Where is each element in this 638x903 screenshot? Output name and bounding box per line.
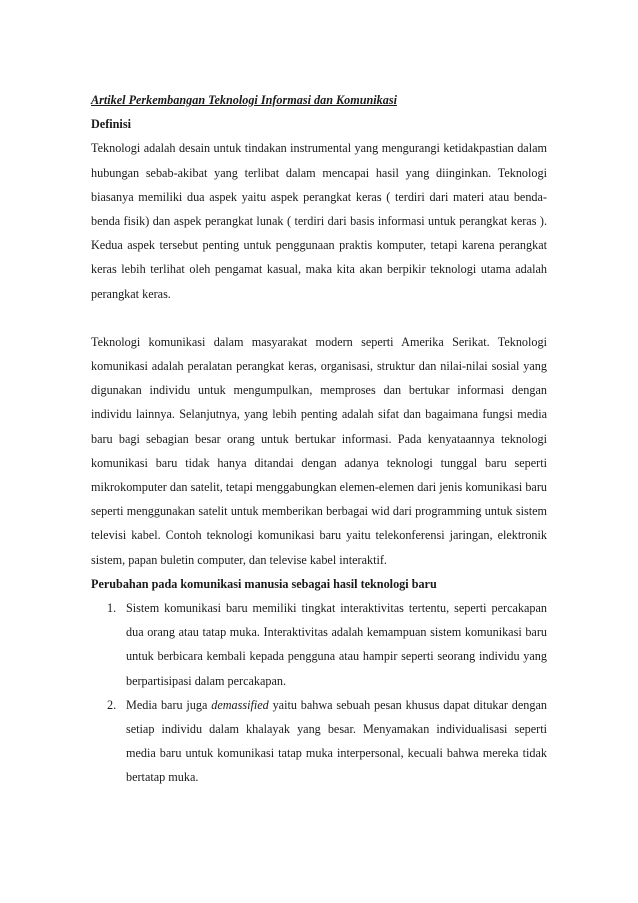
section-heading-changes: Perubahan pada komunikasi manusia sebagai hasil teknologi baru xyxy=(91,576,437,591)
paragraph-definition: Teknologi adalah desain untuk tindakan instrumental yang mengurangi ketidakpastian dalam hubungan sebab-akibat yang terlibat dalam mencapai hasil yang diinginkan. Teknologi biasanya memiliki dua aspek yaitu aspek perangkat keras ( terdiri dari materi atau benda-benda fisik) dan aspek perangkat lunak ( terdiri dari basis informasi untuk perangkat keras ). Kedua aspek tersebut penting untuk penggunaan praktis komputer, tetapi karena perangkat keras lebih terlihat oleh pengamat kasual, maka kita akan berpikir teknologi utama adalah perangkat keras. xyxy=(91,141,547,301)
list-item-text-before: Media baru juga xyxy=(126,697,212,712)
italic-term-demassified: demassified xyxy=(211,697,269,712)
list-item-number: 1. xyxy=(107,601,117,616)
changes-list xyxy=(91,596,547,790)
paragraph-communication-technology: Teknologi komunikasi dalam masyarakat modern seperti Amerika Serikat. Teknologi komunikasi adalah peralatan perangkat keras, organisasi, struktur dan nilai-nilai sosial yang digunakan individu untuk mengumpulkan, memproses dan bertukar informasi dengan individu lainnya. Selanjutnya, yang lebih penting adalah sifat dan bagaimana fungsi media baru bagi sebagian besar orang untuk bertukar informasi. Pada kenyataannya teknologi komunikasi baru tidak hanya ditandai dengan adanya teknologi tunggal baru seperti mikrokomputer dan satelit, tetapi menggabungkan elemen-elemen dari jenis komunikasi baru seperti menggunakan satelit untuk memberikan berbagai wid dari programming untuk sistem televisi kabel. Contoh teknologi komunikasi baru yaitu telekonferensi jaringan, elektronik sistem, papan buletin computer, dan televise kabel interaktif. xyxy=(91,334,547,567)
section-heading-definisi: Definisi xyxy=(91,117,131,132)
list-item-number: 2. xyxy=(107,697,117,712)
list-item-text-after: yaitu bahwa sebuah pesan khusus dapat ditukar dengan setiap individu dalam khalayak yang besar. Menyamakan individualisasi seperti media baru untuk komunikasi tatap muka interpersonal, kecuali bahwa mereka tidak bertatap muka. xyxy=(126,697,547,785)
list-item xyxy=(91,596,547,693)
list-item-text: Sistem komunikasi baru memiliki tingkat interaktivitas tertentu, seperti percakapan dua orang atau tatap muka. Interaktivitas adalah kemampuan sistem komunikasi baru untuk berbicara kembali kepada pengguna atau hampir seperti seorang individu yang berpartisipasi dalam percakapan. xyxy=(126,601,547,688)
document-page xyxy=(91,88,547,790)
paragraph-spacer xyxy=(91,306,547,330)
document-title: Artikel Perkembangan Teknologi Informasi dan Komunikasi xyxy=(91,93,397,107)
list-item xyxy=(91,693,547,790)
